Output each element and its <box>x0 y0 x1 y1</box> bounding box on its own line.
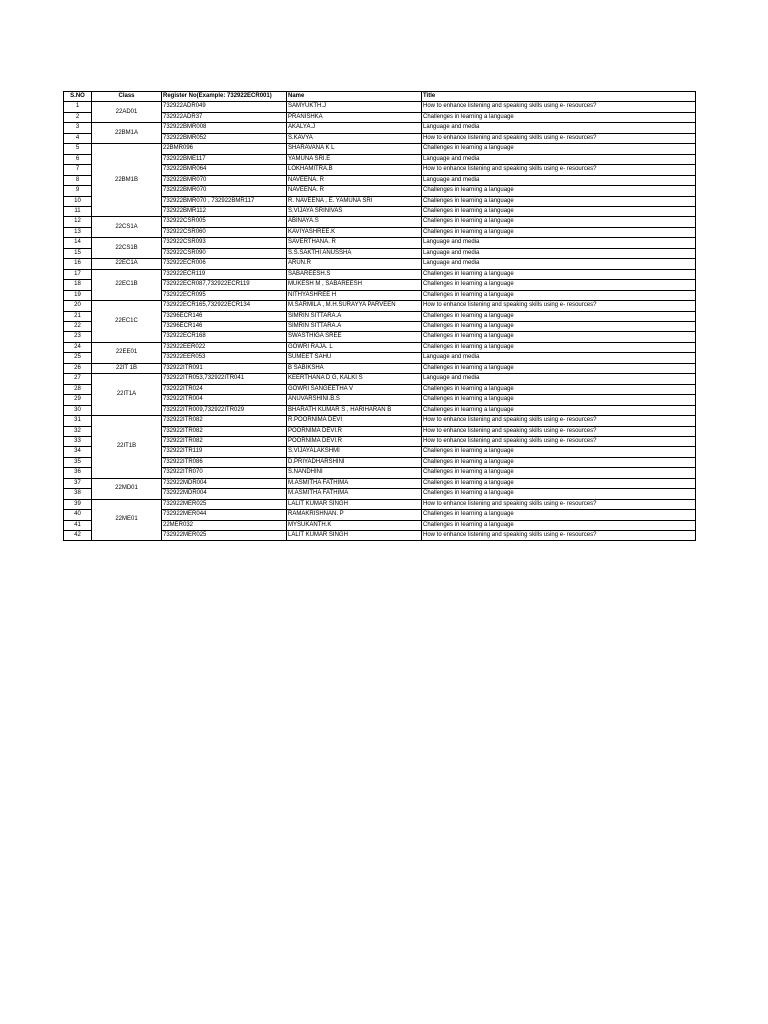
cell-name: S.KAVYA <box>287 133 422 143</box>
cell-name: LALIT KUMAR SINGH <box>287 531 422 541</box>
cell-title: How to enhance listening and speaking skills using e- resources? <box>422 301 696 311</box>
cell-sno: 28 <box>64 384 92 394</box>
cell-name: GOWRI SANGEETHA V <box>287 384 422 394</box>
cell-register-no: 732922CSR060 <box>162 227 287 237</box>
cell-register-no: 732922ITR053,732922ITR041 <box>162 374 287 384</box>
cell-name: NAVEENA. R <box>287 186 422 196</box>
cell-name: M.ASMITHA FATHIMA <box>287 478 422 488</box>
table-row <box>64 416 696 426</box>
cell-name: R. NAVEENA , E. YAMUNA SRI <box>287 196 422 206</box>
cell-title: Challenges in learning a language <box>422 520 696 530</box>
table-row <box>64 217 696 227</box>
cell-title: Language and media <box>422 154 696 164</box>
cell-name: POORNIMA DEVI.R <box>287 426 422 436</box>
cell-title: Language and media <box>422 123 696 133</box>
cell-register-no: 732922BMR008 <box>162 123 287 133</box>
cell-sno: 42 <box>64 531 92 541</box>
header-register-no: Register No(Example: 732922ECR001) <box>162 92 287 102</box>
cell-register-no: 732922ECR095 <box>162 290 287 300</box>
cell-name: NAVEENA. R <box>287 175 422 185</box>
cell-register-no: 732922ITR082 <box>162 416 287 426</box>
cell-class: 22EE01 <box>92 342 162 363</box>
cell-register-no: 732922EER053 <box>162 353 287 363</box>
cell-register-no: 732922CSR093 <box>162 238 287 248</box>
cell-sno: 18 <box>64 280 92 290</box>
cell-title: Challenges in learning a language <box>422 489 696 499</box>
table-row <box>64 301 696 311</box>
table-row <box>64 123 696 133</box>
cell-sno: 7 <box>64 165 92 175</box>
cell-name: SIMRIN SITTARA.A <box>287 311 422 321</box>
cell-title: Challenges in learning a language <box>422 384 696 394</box>
cell-register-no: 732922ITR009,732922ITR029 <box>162 405 287 415</box>
cell-title: Challenges in learning a language <box>422 510 696 520</box>
cell-title: Language and media <box>422 353 696 363</box>
cell-title: Challenges in learning a language <box>422 206 696 216</box>
cell-sno: 22 <box>64 321 92 331</box>
cell-sno: 36 <box>64 468 92 478</box>
cell-name: RAMAKRISHNAN. P <box>287 510 422 520</box>
cell-name: ABINAYA.S <box>287 217 422 227</box>
cell-sno: 13 <box>64 227 92 237</box>
cell-title: Challenges in learning a language <box>422 363 696 373</box>
cell-sno: 40 <box>64 510 92 520</box>
table-row <box>64 363 696 373</box>
cell-title: Challenges in learning a language <box>422 269 696 279</box>
header-title: Title <box>422 92 696 102</box>
cell-class: 22BM1B <box>92 144 162 217</box>
cell-sno: 20 <box>64 301 92 311</box>
cell-name: ARUN.R <box>287 259 422 269</box>
register-table <box>63 91 696 541</box>
cell-name: PRANISHKA <box>287 112 422 122</box>
cell-sno: 19 <box>64 290 92 300</box>
cell-name: D.PRIYADHARSHINI <box>287 457 422 467</box>
cell-sno: 16 <box>64 259 92 269</box>
cell-title: How to enhance listening and speaking skills using e- resources? <box>422 499 696 509</box>
cell-sno: 24 <box>64 342 92 352</box>
cell-name: SABAREESH.S <box>287 269 422 279</box>
cell-title: Challenges in learning a language <box>422 457 696 467</box>
cell-class: 22ME01 <box>92 499 162 541</box>
cell-name: SHARAVANA K L <box>287 144 422 154</box>
cell-title: Challenges in learning a language <box>422 342 696 352</box>
cell-register-no: 732922MDR004 <box>162 489 287 499</box>
cell-sno: 15 <box>64 248 92 258</box>
cell-title: Challenges in learning a language <box>422 311 696 321</box>
cell-sno: 33 <box>64 436 92 446</box>
table-row <box>64 102 696 112</box>
cell-name: SIMRIN SITTARA.A <box>287 321 422 331</box>
cell-class: 22EC1C <box>92 301 162 343</box>
cell-register-no: 732922ECR165,732922ECR134 <box>162 301 287 311</box>
cell-sno: 6 <box>64 154 92 164</box>
cell-sno: 21 <box>64 311 92 321</box>
cell-name: M.SARMILA , M.H.SURAYYA PARVEEN <box>287 301 422 311</box>
cell-register-no: 732922ITR119 <box>162 447 287 457</box>
cell-name: B SABIKSHA <box>287 363 422 373</box>
cell-name: BHARATH KUMAR S , HARIHARAN B <box>287 405 422 415</box>
cell-title: How to enhance listening and speaking skills using e- resources? <box>422 165 696 175</box>
cell-title: Challenges in learning a language <box>422 217 696 227</box>
cell-register-no: 732922EER022 <box>162 342 287 352</box>
cell-name: S.S.SAKTHI ANUSSHA <box>287 248 422 258</box>
cell-title: How to enhance listening and speaking skills using e- resources? <box>422 416 696 426</box>
cell-name: SUMEET SAHU <box>287 353 422 363</box>
cell-sno: 26 <box>64 363 92 373</box>
cell-register-no: 73296ECR146 <box>162 321 287 331</box>
cell-title: Challenges in learning a language <box>422 447 696 457</box>
cell-name: SAVERTHANA. R <box>287 238 422 248</box>
header-class: Class <box>92 92 162 102</box>
cell-class: 22EC1A <box>92 259 162 269</box>
cell-title: Challenges in learning a language <box>422 332 696 342</box>
cell-sno: 30 <box>64 405 92 415</box>
cell-sno: 23 <box>64 332 92 342</box>
cell-name: S.VIJAYALAKSHMI <box>287 447 422 457</box>
cell-sno: 25 <box>64 353 92 363</box>
table-row <box>64 478 696 488</box>
header-name: Name <box>287 92 422 102</box>
table-row <box>64 144 696 154</box>
cell-sno: 34 <box>64 447 92 457</box>
cell-register-no: 732922ITR086 <box>162 457 287 467</box>
cell-register-no: 732922BMR112 <box>162 206 287 216</box>
cell-title: Challenges in learning a language <box>422 196 696 206</box>
cell-register-no: 732922ITR082 <box>162 426 287 436</box>
cell-sno: 11 <box>64 206 92 216</box>
table-row <box>64 269 696 279</box>
cell-sno: 10 <box>64 196 92 206</box>
cell-title: Challenges in learning a language <box>422 290 696 300</box>
cell-sno: 2 <box>64 112 92 122</box>
cell-name: S.NANDHINI <box>287 468 422 478</box>
cell-name: MYSUKANTH.K <box>287 520 422 530</box>
cell-sno: 9 <box>64 186 92 196</box>
cell-class: 22MD01 <box>92 478 162 499</box>
cell-name: MUKESH M , SABAREESH <box>287 280 422 290</box>
cell-sno: 12 <box>64 217 92 227</box>
cell-sno: 29 <box>64 395 92 405</box>
cell-name: GOWRI RAJA. L <box>287 342 422 352</box>
cell-register-no: 732922BME117 <box>162 154 287 164</box>
cell-title: How to enhance listening and speaking skills using e- resources? <box>422 102 696 112</box>
table-row <box>64 374 696 384</box>
cell-title: How to enhance listening and speaking skills using e- resources? <box>422 531 696 541</box>
cell-sno: 41 <box>64 520 92 530</box>
cell-register-no: 22MER032 <box>162 520 287 530</box>
cell-register-no: 732922CSR005 <box>162 217 287 227</box>
cell-class: 22AD01 <box>92 102 162 123</box>
cell-sno: 14 <box>64 238 92 248</box>
cell-title: Challenges in learning a language <box>422 405 696 415</box>
cell-class: 22BM1A <box>92 123 162 144</box>
cell-sno: 1 <box>64 102 92 112</box>
cell-title: Challenges in learning a language <box>422 227 696 237</box>
cell-sno: 17 <box>64 269 92 279</box>
cell-sno: 35 <box>64 457 92 467</box>
cell-name: YAMUNA SRI.E <box>287 154 422 164</box>
table-row <box>64 238 696 248</box>
cell-register-no: 732922ADR37 <box>162 112 287 122</box>
cell-sno: 38 <box>64 489 92 499</box>
cell-sno: 27 <box>64 374 92 384</box>
cell-title: How to enhance listening and speaking skills using e- resources? <box>422 426 696 436</box>
cell-sno: 37 <box>64 478 92 488</box>
table-row <box>64 499 696 509</box>
cell-title: Language and media <box>422 374 696 384</box>
cell-register-no: 732922ITR091 <box>162 363 287 373</box>
header-row <box>64 92 696 102</box>
cell-register-no: 732922BMR070 , 732922BMR117 <box>162 196 287 206</box>
cell-name: ANUVARSHINI.B.S <box>287 395 422 405</box>
cell-register-no: 732922BMR064 <box>162 165 287 175</box>
cell-sno: 32 <box>64 426 92 436</box>
cell-title: Challenges in learning a language <box>422 280 696 290</box>
cell-title: Language and media <box>422 259 696 269</box>
cell-name: SAMYUKTH.J <box>287 102 422 112</box>
cell-name: AKALYA.J <box>287 123 422 133</box>
cell-name: POORNIMA DEVI.R <box>287 436 422 446</box>
cell-register-no: 732922ITR024 <box>162 384 287 394</box>
cell-title: Language and media <box>422 238 696 248</box>
cell-sno: 39 <box>64 499 92 509</box>
cell-name: R.POORNIMA DEVI <box>287 416 422 426</box>
cell-title: How to enhance listening and speaking skills using e- resources? <box>422 436 696 446</box>
cell-name: LALIT KUMAR SINGH <box>287 499 422 509</box>
cell-register-no: 732922MDR004 <box>162 478 287 488</box>
cell-title: Challenges in learning a language <box>422 112 696 122</box>
cell-title: Challenges in learning a language <box>422 144 696 154</box>
cell-name: KAVIYASHREE.K <box>287 227 422 237</box>
cell-title: Challenges in learning a language <box>422 468 696 478</box>
cell-class: 22CS1B <box>92 238 162 259</box>
header-sno: S.NO <box>64 92 92 102</box>
cell-class: 22IT 1B <box>92 363 162 373</box>
cell-title: How to enhance listening and speaking skills using e- resources? <box>422 133 696 143</box>
cell-register-no: 732922ECR119 <box>162 269 287 279</box>
cell-title: Challenges in learning a language <box>422 478 696 488</box>
cell-register-no: 732922BMR070 <box>162 186 287 196</box>
cell-register-no: 732922BMR052 <box>162 133 287 143</box>
cell-sno: 4 <box>64 133 92 143</box>
cell-register-no: 732922ITR082 <box>162 436 287 446</box>
cell-register-no: 732922MER044 <box>162 510 287 520</box>
cell-register-no: 732922MER025 <box>162 499 287 509</box>
cell-register-no: 22BMR096 <box>162 144 287 154</box>
table-row <box>64 259 696 269</box>
cell-name: S.VIJAYA SRINIVAS <box>287 206 422 216</box>
cell-class: 22IT1B <box>92 416 162 479</box>
cell-name: KEERTHANA D G, KALKI S <box>287 374 422 384</box>
cell-name: NITHYASHREE H <box>287 290 422 300</box>
cell-title: Challenges in learning a language <box>422 395 696 405</box>
cell-register-no: 732922ECR087,732922ECR119 <box>162 280 287 290</box>
cell-register-no: 732922ITR070 <box>162 468 287 478</box>
cell-register-no: 732922ADR049 <box>162 102 287 112</box>
cell-register-no: 732922CSR090 <box>162 248 287 258</box>
table-body <box>64 102 696 541</box>
cell-title: Challenges in learning a language <box>422 321 696 331</box>
cell-sno: 3 <box>64 123 92 133</box>
cell-class: 22IT1A <box>92 374 162 416</box>
cell-name: LOKHAMITRA.B <box>287 165 422 175</box>
cell-sno: 31 <box>64 416 92 426</box>
cell-register-no: 732922ECR168 <box>162 332 287 342</box>
cell-register-no: 732922ITR004 <box>162 395 287 405</box>
cell-sno: 8 <box>64 175 92 185</box>
cell-title: Language and media <box>422 248 696 258</box>
cell-register-no: 732922BMR070 <box>162 175 287 185</box>
cell-register-no: 732922MER025 <box>162 531 287 541</box>
cell-name: M.ASMITHA FATHIMA <box>287 489 422 499</box>
cell-class: 22EC1B <box>92 269 162 300</box>
cell-title: Challenges in learning a language <box>422 186 696 196</box>
cell-sno: 5 <box>64 144 92 154</box>
table-row <box>64 342 696 352</box>
cell-class: 22CS1A <box>92 217 162 238</box>
cell-name: SWASTHIGA SREE <box>287 332 422 342</box>
cell-register-no: 73296ECR146 <box>162 311 287 321</box>
cell-title: Language and media <box>422 175 696 185</box>
cell-register-no: 732922ECR006 <box>162 259 287 269</box>
